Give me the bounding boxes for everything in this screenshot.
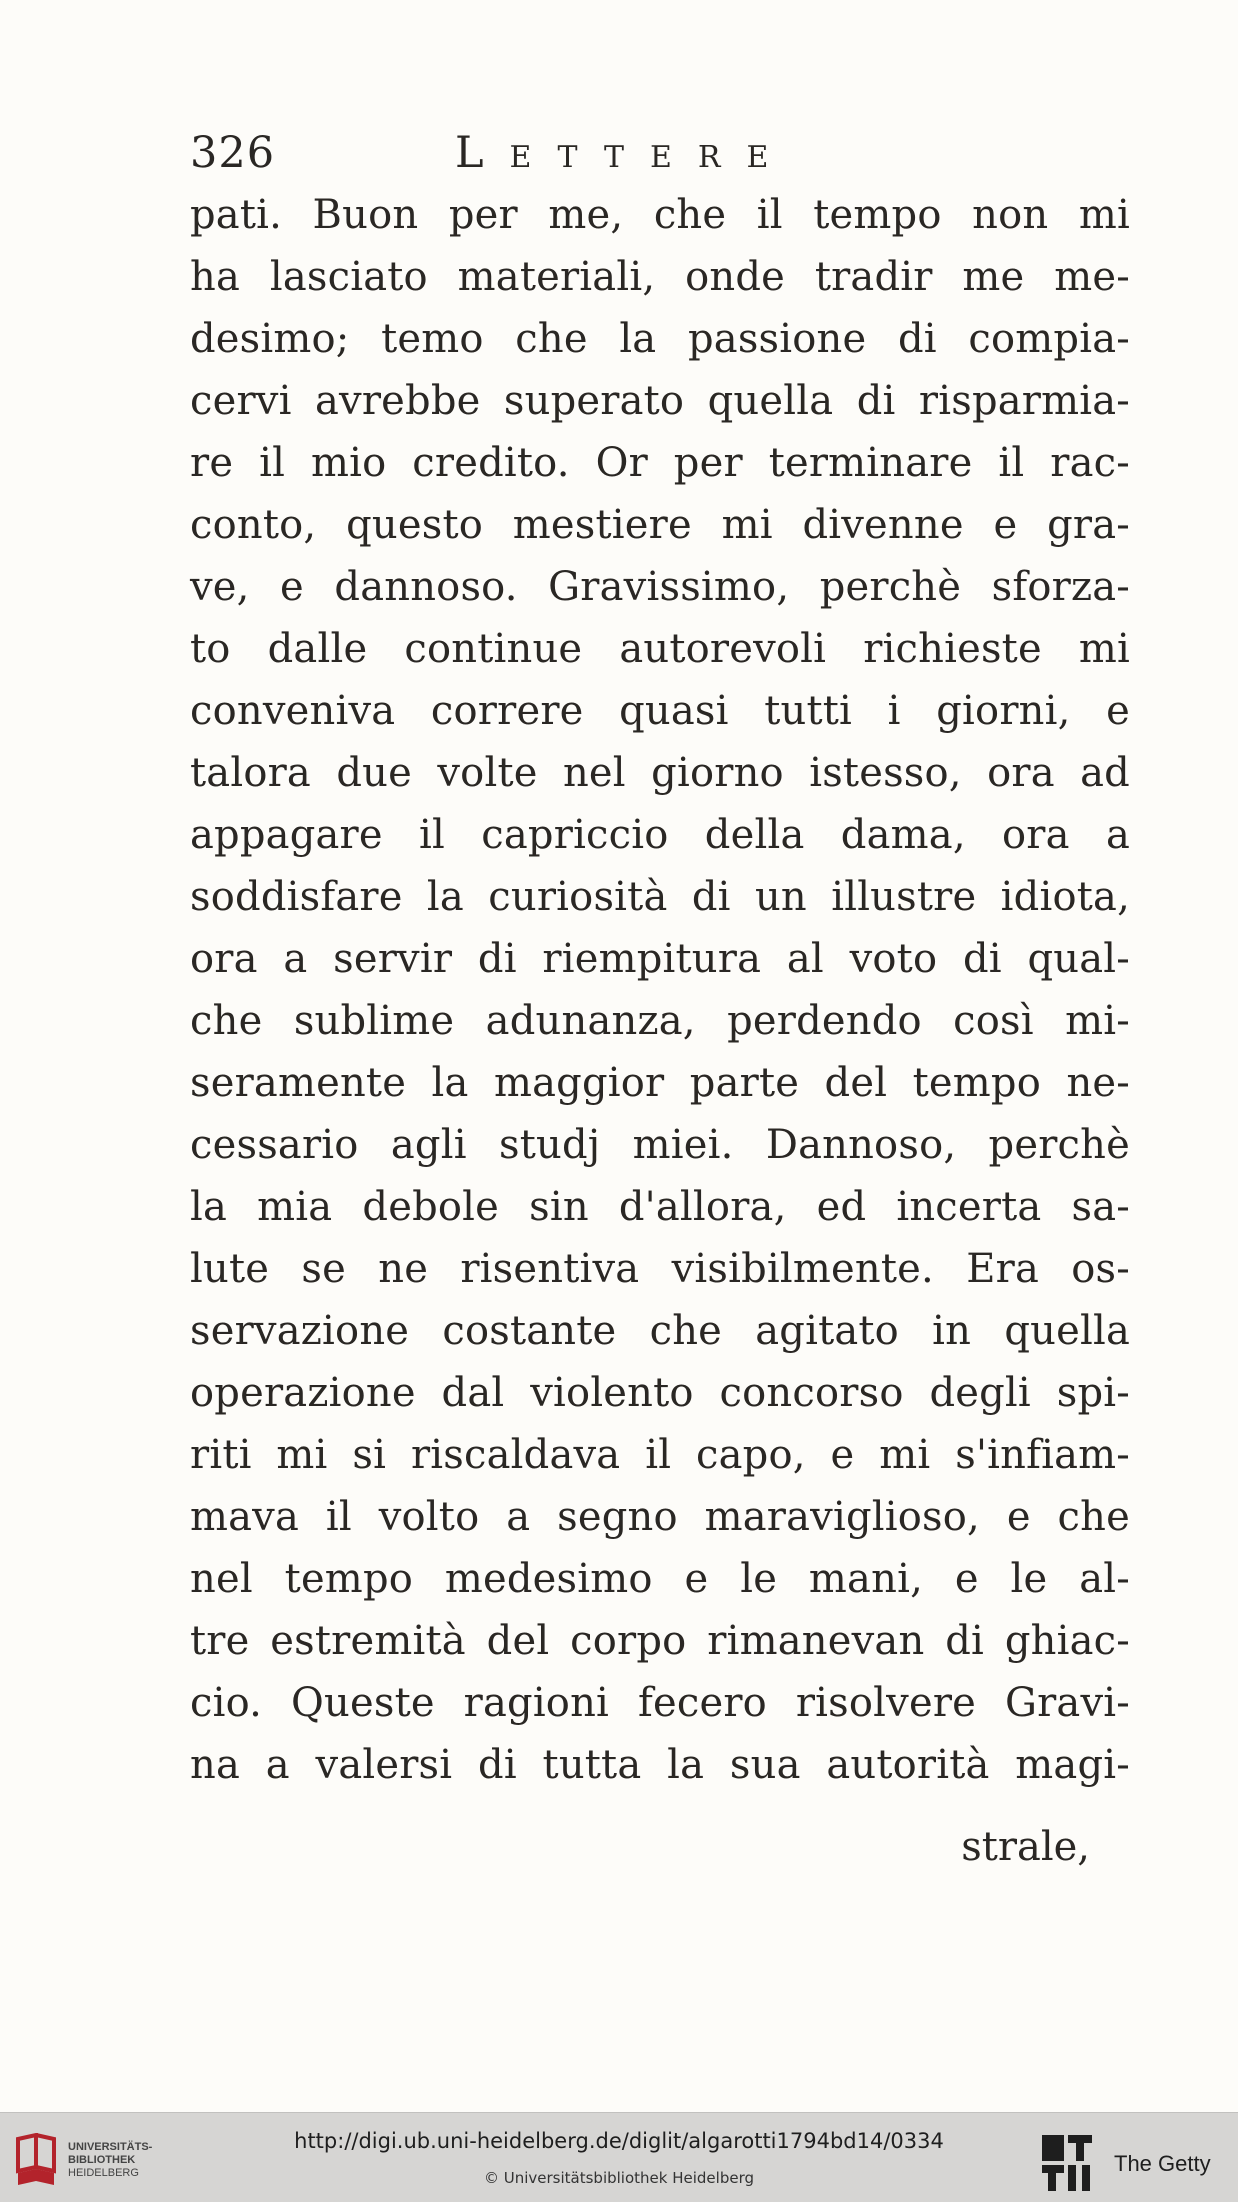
page-header bbox=[190, 128, 1130, 188]
text-line: ha lasciato materiali, onde tradir me me- bbox=[190, 254, 1130, 300]
text-line: conto, questo mestiere mi divenne e gra- bbox=[190, 502, 1130, 548]
text-line: che sublime adunanza, perdendo così mi- bbox=[190, 998, 1130, 1044]
text-line: ora a servir di riempitura al voto di qual- bbox=[190, 936, 1130, 982]
running-title: Lettere bbox=[455, 128, 795, 178]
text-line: ve, e dannoso. Gravissimo, perchè sforza- bbox=[190, 564, 1130, 610]
text-line: seramente la maggior parte del tempo ne- bbox=[190, 1060, 1130, 1106]
text-line: operazione dal violento concorso degli spi- bbox=[190, 1370, 1130, 1416]
text-line: tre estremità del corpo rimanevan di ghiac- bbox=[190, 1618, 1130, 1664]
text-line: cio. Queste ragioni fecero risolvere Gravi- bbox=[190, 1680, 1130, 1726]
text-line: riti mi si riscaldava il capo, e mi s'infiam- bbox=[190, 1432, 1130, 1478]
text-line: appagare il capriccio della dama, ora a bbox=[190, 812, 1130, 858]
getty-logo[interactable] bbox=[1040, 2121, 1230, 2193]
body-text bbox=[190, 184, 1130, 1796]
text-line: re il mio credito. Or per terminare il rac- bbox=[190, 440, 1130, 486]
getty-emblem-icon bbox=[1040, 2133, 1094, 2193]
text-line: soddisfare la curiosità di un illustre idiota, bbox=[190, 874, 1130, 920]
catchword: strale, bbox=[961, 1824, 1090, 1870]
text-line: mava il volto a segno maraviglioso, e che bbox=[190, 1494, 1130, 1540]
text-line: na a valersi di tutta la sua autorità magi- bbox=[190, 1742, 1130, 1788]
viewer-footer bbox=[0, 2112, 1238, 2202]
text-line: cessario agli studj miei. Dannoso, perchè bbox=[190, 1122, 1130, 1168]
heidelberg-logo-text: UNIVERSITÄTS- BIBLIOTHEK HEIDELBERG bbox=[68, 2141, 153, 2179]
permalink-url[interactable]: http://digi.ub.uni-heidelberg.de/diglit/algarotti1794bd14/0334 bbox=[294, 2129, 944, 2153]
text-line: talora due volte nel giorno istesso, ora ad bbox=[190, 750, 1130, 796]
text-line: servazione costante che agitato in quella bbox=[190, 1308, 1130, 1354]
text-line: conveniva correre quasi tutti i giorni, e bbox=[190, 688, 1130, 734]
text-line: to dalle continue autorevoli richieste mi bbox=[190, 626, 1130, 672]
text-line: pati. Buon per me, che il tempo non mi bbox=[190, 192, 1130, 238]
text-line: la mia debole sin d'allora, ed incerta sa- bbox=[190, 1184, 1130, 1230]
getty-logo-text: The Getty bbox=[1114, 2151, 1211, 2176]
text-line: cervi avrebbe superato quella di risparmia- bbox=[190, 378, 1130, 424]
page-number: 326 bbox=[190, 128, 276, 178]
copyright-notice: © Universitätsbibliothek Heidelberg bbox=[483, 2169, 754, 2187]
text-line: desimo; temo che la passione di compia- bbox=[190, 316, 1130, 362]
text-line: nel tempo medesimo e le mani, e le al- bbox=[190, 1556, 1130, 1602]
text-line: lute se ne risentiva visibilmente. Era os- bbox=[190, 1246, 1130, 1292]
